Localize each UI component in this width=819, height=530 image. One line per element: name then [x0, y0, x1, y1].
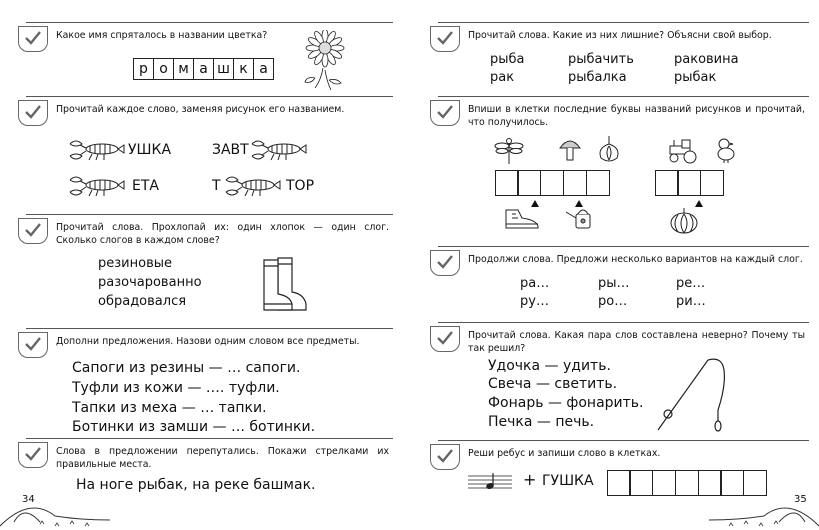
instruction: Реши ребус и запиши слово в клетках. [468, 448, 661, 459]
checkbox[interactable] [18, 218, 48, 244]
crayfish-icon [66, 172, 126, 202]
letter-cell: а [193, 58, 214, 80]
letter-cell: о [153, 58, 174, 80]
task-last-letters [428, 96, 809, 240]
empty-cell[interactable] [586, 170, 610, 196]
word: рак [490, 70, 515, 85]
checkbox[interactable] [18, 100, 48, 126]
pair: Печка — печь. [488, 414, 595, 430]
word: рыбалка [568, 70, 627, 85]
checkmark-icon [23, 335, 43, 353]
empty-cell[interactable] [675, 470, 699, 496]
plus-sign: + [523, 470, 537, 489]
instruction: Прочитай слова. Какие из них лишние? Объясни свой выбор. [468, 30, 772, 41]
empty-cell[interactable] [495, 170, 519, 196]
word: рыбачить [568, 52, 634, 67]
checkbox[interactable] [430, 250, 460, 276]
sentence: На ноге рыбак, на реке башмак. [76, 477, 316, 493]
syllable: ры… [598, 276, 630, 291]
syllable: ре… [676, 276, 706, 291]
syllable: ра… [520, 276, 550, 291]
letter-cell: ш [213, 58, 234, 80]
pair: Удочка — удить. [488, 358, 611, 374]
task-continue-words [428, 246, 809, 316]
word: рыбак [674, 70, 717, 85]
task-extra-words [428, 22, 809, 90]
task-crayfish [16, 96, 393, 208]
instruction: Прочитай слова. Какая пара слов составлена неверно? Почему ты так решил? [468, 330, 805, 354]
word-part-after: ТОР [286, 178, 315, 194]
task-syllables [16, 214, 393, 322]
checkmark-icon [435, 329, 455, 347]
checkbox[interactable] [430, 100, 460, 126]
pumpkin-icon [668, 204, 700, 238]
empty-cell[interactable] [540, 170, 564, 196]
sneaker-icon [502, 206, 542, 234]
rubber-boots-icon [256, 254, 314, 316]
empty-cell[interactable] [655, 170, 679, 196]
task-word-pairs [428, 322, 809, 434]
chamomile-flower-icon [301, 30, 357, 96]
dragonfly-icon [494, 136, 524, 170]
empty-cell[interactable] [563, 170, 587, 196]
word: резиновые [98, 256, 172, 271]
checkbox[interactable] [18, 26, 48, 52]
pair: Свеча — светить. [488, 376, 618, 392]
page-corner-decoration [704, 486, 819, 530]
empty-cell[interactable] [700, 170, 724, 196]
word-part-before: ЗАВТ [212, 142, 249, 158]
instruction: Продолжи слова. Предложи несколько вариантов на каждый слог. [468, 254, 803, 265]
mushroom-icon [558, 136, 582, 168]
checkmark-icon [435, 29, 455, 47]
word: раковина [674, 52, 739, 67]
watering-can-icon [564, 206, 600, 236]
checkbox[interactable] [430, 326, 460, 352]
letter-cells [134, 58, 274, 80]
empty-cell[interactable] [677, 170, 701, 196]
sentence: Сапоги из резины — … сапоги. [72, 360, 301, 376]
crayfish-icon [248, 136, 308, 166]
syllable: ру… [520, 294, 549, 309]
instruction: Прочитай каждое слово, заменяя рисунок его названием. [56, 104, 345, 115]
checkmark-icon [23, 29, 43, 47]
checkmark-icon [435, 447, 455, 465]
letter-grid-2 [656, 170, 724, 196]
checkbox[interactable] [18, 442, 48, 468]
right-page [414, 0, 819, 530]
word: обрадовался [98, 294, 187, 309]
checkmark-icon [435, 253, 455, 271]
page-corner-decoration [0, 486, 120, 530]
checkmark-icon [435, 103, 455, 121]
pair: Фонарь — фонарить. [488, 395, 644, 411]
word-part-before: Т [212, 178, 221, 194]
crayfish-icon [66, 136, 126, 166]
checkbox[interactable] [18, 332, 48, 358]
task-complete-sentences [16, 328, 393, 436]
letter-cell: р [133, 58, 154, 80]
left-page [0, 0, 405, 530]
instruction: Прочитай слова. Прохлопай их: один хлопок — один слог. Сколько слогов в каждом слове? [56, 222, 389, 246]
letter-cell: м [173, 58, 194, 80]
rebus-word: ГУШКА [542, 473, 594, 489]
word: рыба [490, 52, 525, 67]
tractor-icon [666, 138, 700, 168]
syllable: ри… [676, 294, 706, 309]
letter-cell: к [233, 58, 254, 80]
empty-cell[interactable] [652, 470, 676, 496]
checkmark-icon [23, 103, 43, 121]
sentence: Ботинки из замши — … ботинки. [72, 419, 316, 435]
empty-cell[interactable] [629, 470, 653, 496]
checkmark-icon [23, 445, 43, 463]
instruction: Впиши в клетки последние буквы названий рисунков и прочитай, что получилось. [468, 104, 805, 128]
task-flower [16, 22, 393, 90]
crayfish-icon [222, 172, 282, 202]
chick-icon [714, 136, 738, 168]
music-staff-icon [468, 472, 512, 496]
word: разочарованно [98, 275, 202, 290]
checkmark-icon [23, 221, 43, 239]
letter-cell: а [253, 58, 274, 80]
letter-grid-1 [496, 170, 610, 196]
empty-cell[interactable] [607, 470, 631, 496]
checkbox[interactable] [430, 444, 460, 470]
sentence: Туфли из кожи — …. туфли. [72, 380, 280, 396]
word-part-after: УШКА [128, 142, 172, 158]
fishing-rod-icon [654, 354, 728, 438]
empty-cell[interactable] [517, 170, 541, 196]
instruction: Какое имя спряталось в названии цветка? [56, 30, 268, 41]
page-number: 35 [794, 494, 807, 505]
page-number: 34 [22, 494, 35, 505]
syllable: ро… [598, 294, 628, 309]
onion-icon [596, 134, 622, 168]
checkbox[interactable] [430, 26, 460, 52]
instruction: Дополни предложения. Назови одним словом все предметы. [56, 336, 360, 347]
sentence: Тапки из меха — … тапки. [72, 400, 267, 416]
word-part-after: ЕТА [132, 178, 159, 194]
instruction: Слова в предложении перепутались. Покажи стрелками их правильные места. [56, 446, 389, 470]
